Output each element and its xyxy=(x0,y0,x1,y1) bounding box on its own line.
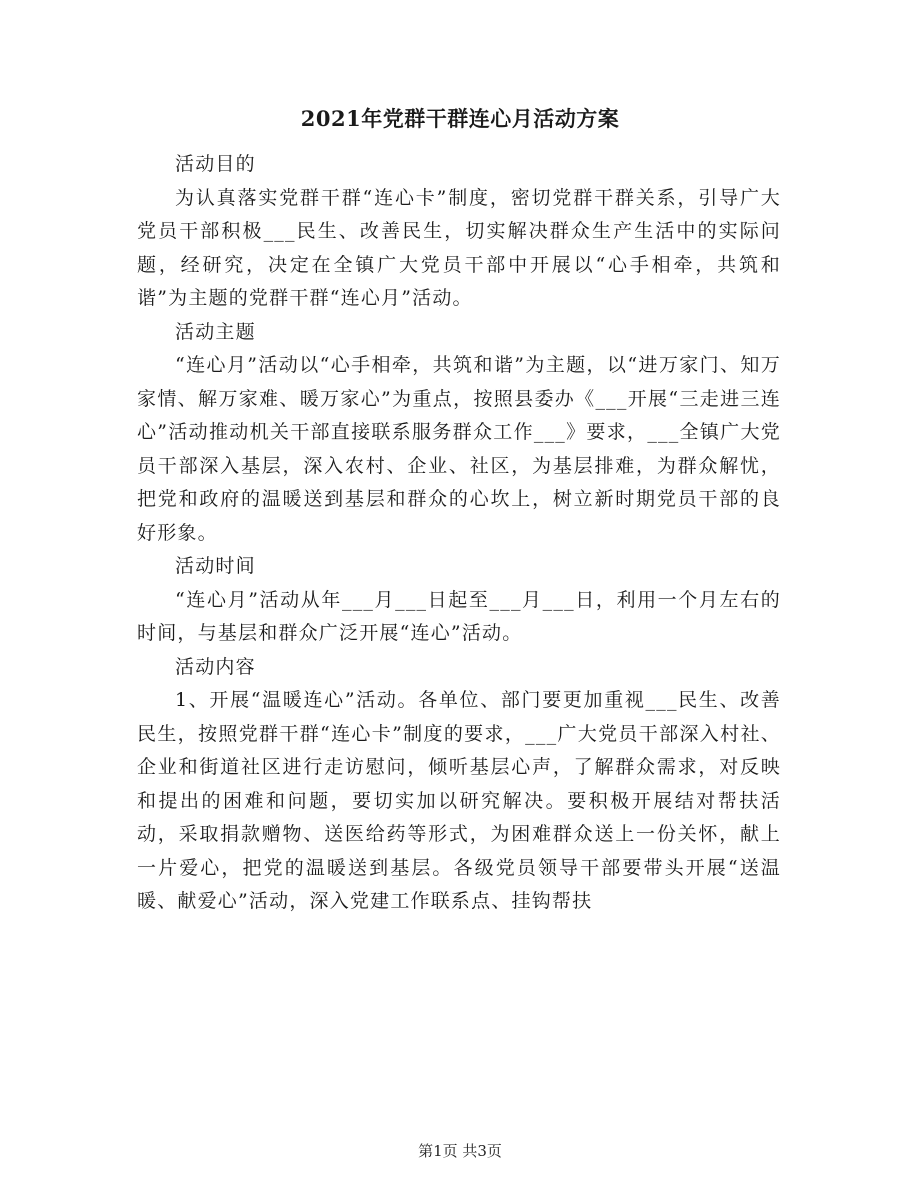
document-body xyxy=(137,148,781,919)
paragraph-purpose: 为认真落实党群干群“连心卡”制度，密切党群干群关系，引导广大党员干部积极___民生、改善民生，切实解决群众生产生活中的实际问题，经研究，决定在全镇广大党员干部中开展以“心手相牵，共筑和谐”为主题的党群干群“连心月”活动。 xyxy=(137,186,781,309)
page-footer: 第1页 共3页 xyxy=(418,1142,502,1160)
document-title: 2021年党群干群连心月活动方案 xyxy=(300,106,620,131)
paragraph-content: 1、开展“温暖连心”活动。各单位、部门要更加重视___民生、改善民生，按照党群干群“连心卡”制度的要求，___广大党员干部深入村社、企业和街道社区进行走访慰问，倾听基层心声，了解群众需求，对反映和提出的困难和问题，要切实加以研究解决。要积极开展结对帮扶活动，采取捐款赠物、送医给药等形式，为困难群众送上一份关怀，献上一片爱心，把党的温暖送到基层。各级党员领导干部要带头开展“送温暖、献爱心”活动，深入党建工作联系点、挂钩帮扶 xyxy=(137,689,781,912)
section-heading-time: 活动时间 xyxy=(175,555,256,577)
section-heading-purpose: 活动目的 xyxy=(175,153,256,175)
section-heading-theme: 活动主题 xyxy=(175,320,256,343)
section-heading-content: 活动内容 xyxy=(175,655,256,678)
paragraph-time: “连心月”活动从年___月___日起至___月___日，利用一个月左右的时间，与基层和群众广泛开展“连心”活动。 xyxy=(137,588,781,644)
paragraph-theme: “连心月”活动以“心手相牵，共筑和谐”为主题，以“进万家门、知万家情、解万家难、暖万家心”为重点，按照县委办《___开展“三走进三连心”活动推动机关干部直接联系服务群众工作___》要求，___全镇广大党员干部深入基层，深入农村、企业、社区，为基层排难，为群众解忧，把党和政府的温暖送到基层和群众的心坎上，树立新时期党员干部的良好形象。 xyxy=(137,354,781,544)
